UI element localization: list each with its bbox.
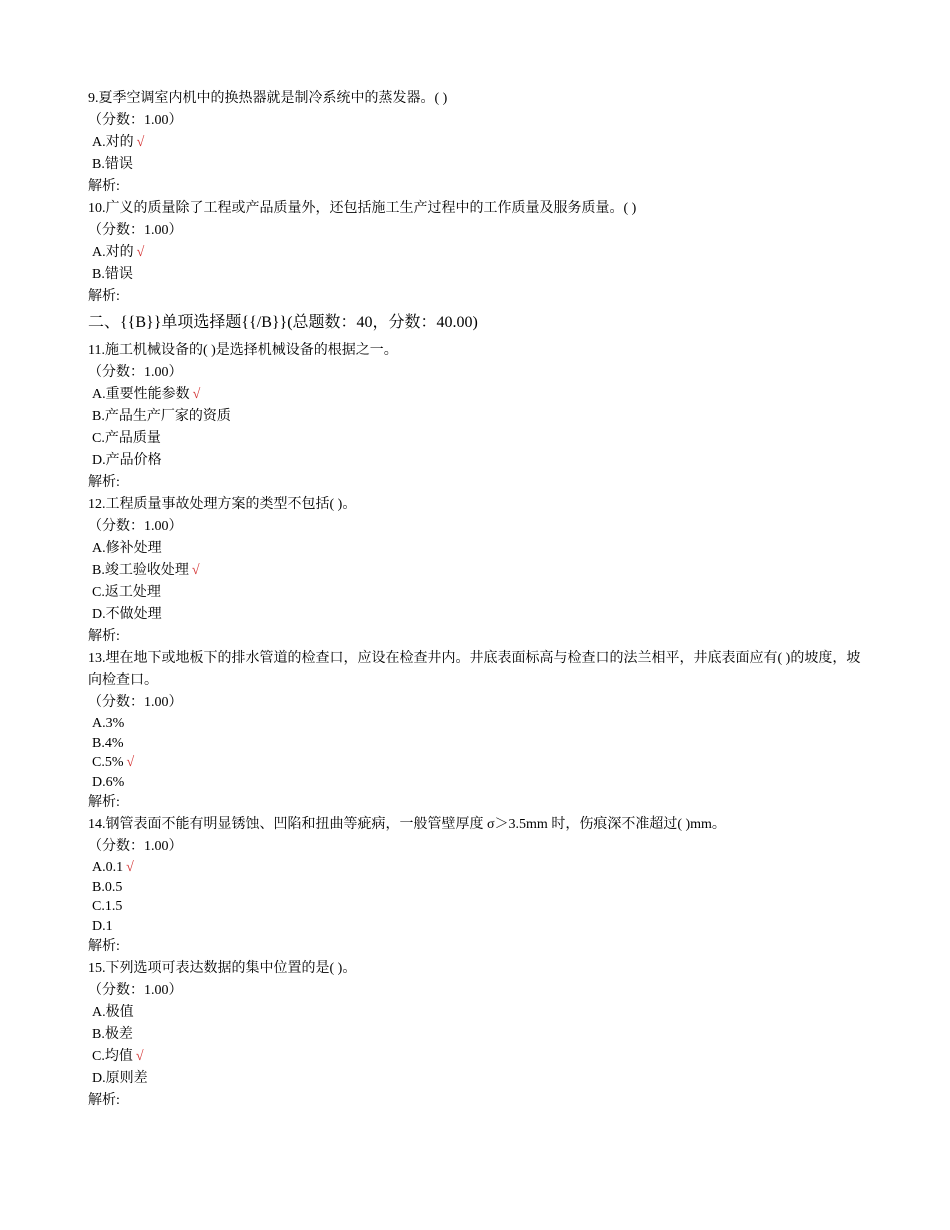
- correct-answer-check-icon: √: [136, 245, 145, 260]
- option-text: D.1: [92, 918, 113, 934]
- question-list-bottom: [88, 340, 868, 1112]
- option-text: A.0.1: [92, 860, 124, 875]
- question-block: [88, 88, 868, 198]
- analysis-label: 解析:: [88, 795, 120, 810]
- answer-option: [88, 878, 868, 898]
- correct-answer-check-icon: √: [191, 563, 200, 578]
- answer-option: [88, 132, 868, 154]
- question-stem: 9.夏季空调室内机中的换热器就是制冷系统中的蒸发器。( ): [88, 91, 448, 106]
- answer-option: [88, 773, 868, 793]
- answer-option: [88, 264, 868, 286]
- question-score: （分数：1.00）: [88, 113, 183, 128]
- question-block: [88, 494, 868, 648]
- correct-answer-check-icon: √: [192, 387, 201, 402]
- option-text: C.1.5: [92, 899, 123, 914]
- question-block: [88, 814, 868, 958]
- option-text: C.返工处理: [92, 585, 161, 600]
- analysis-label: 解析:: [88, 629, 120, 644]
- answer-option: [88, 1024, 868, 1046]
- question-score: （分数：1.00）: [88, 839, 183, 854]
- option-text: A.对的: [92, 245, 134, 260]
- question-stem: 14.钢管表面不能有明显锈蚀、凹陷和扭曲等疵病，一般管壁厚度 σ＞3.5mm 时，伤痕深不准超过( )mm。: [88, 817, 726, 832]
- option-text: B.0.5: [92, 879, 123, 895]
- option-text: D.不做处理: [92, 607, 162, 622]
- analysis-label: 解析:: [88, 1093, 120, 1108]
- answer-option: [88, 538, 868, 560]
- option-text: A.3%: [92, 716, 125, 731]
- option-text: C.产品质量: [92, 431, 161, 446]
- option-text: B.产品生产厂家的资质: [92, 409, 231, 424]
- answer-option: [88, 154, 868, 176]
- option-text: B.极差: [92, 1027, 133, 1042]
- answer-option: [88, 1068, 868, 1090]
- option-text: B.错误: [92, 267, 133, 282]
- document-page: [88, 88, 868, 1112]
- correct-answer-check-icon: √: [135, 1049, 144, 1064]
- answer-option: [88, 242, 868, 264]
- answer-option: [88, 917, 868, 937]
- option-text: D.产品价格: [92, 453, 162, 468]
- answer-option: [88, 428, 868, 450]
- question-stem: 13.埋在地下或地板下的排水管道的检查口，应设在检查井内。井底表面标高与检查口的法兰相平，井底表面应有( )的坡度，坡向检查口。: [88, 651, 861, 688]
- option-text: D.6%: [92, 774, 125, 790]
- option-text: A.重要性能参数: [92, 387, 190, 402]
- analysis-label: 解析:: [88, 289, 120, 304]
- question-stem: 15.下列选项可表达数据的集中位置的是( )。: [88, 961, 357, 976]
- answer-option: [88, 753, 868, 773]
- question-stem: 11.施工机械设备的( )是选择机械设备的根据之一。: [88, 343, 398, 358]
- answer-option: [88, 1046, 868, 1068]
- question-list-top: [88, 88, 868, 308]
- option-text: B.4%: [92, 735, 124, 751]
- option-text: C.5%: [92, 755, 124, 770]
- option-text: A.修补处理: [92, 541, 162, 556]
- answer-option: [88, 384, 868, 406]
- analysis-label: 解析:: [88, 475, 120, 490]
- answer-option: [88, 734, 868, 754]
- answer-option: [88, 897, 868, 917]
- question-block: [88, 958, 868, 1112]
- option-text: B.竣工验收处理: [92, 563, 189, 578]
- question-stem: 12.工程质量事故处理方案的类型不包括( )。: [88, 497, 357, 512]
- answer-option: [88, 582, 868, 604]
- answer-option: [88, 858, 868, 878]
- question-score: （分数：1.00）: [88, 519, 183, 534]
- answer-option: [88, 560, 868, 582]
- question-block: [88, 198, 868, 308]
- option-text: C.均值: [92, 1049, 133, 1064]
- analysis-label: 解析:: [88, 939, 120, 954]
- analysis-label: 解析:: [88, 179, 120, 194]
- answer-option: [88, 714, 868, 734]
- option-text: A.对的: [92, 135, 134, 150]
- answer-option: [88, 450, 868, 472]
- answer-option: [88, 604, 868, 626]
- correct-answer-check-icon: √: [136, 135, 145, 150]
- question-score: （分数：1.00）: [88, 983, 183, 998]
- question-block: [88, 340, 868, 494]
- option-text: A.极值: [92, 1005, 134, 1020]
- correct-answer-check-icon: √: [126, 860, 134, 875]
- option-text: D.原则差: [92, 1071, 148, 1086]
- section-title: 二、{{B}}单项选择题{{/B}}(总题数：40，分数：40.00): [88, 314, 478, 331]
- correct-answer-check-icon: √: [126, 755, 135, 770]
- answer-option: [88, 406, 868, 428]
- question-block: [88, 648, 868, 814]
- option-text: B.错误: [92, 157, 133, 172]
- answer-option: [88, 1002, 868, 1024]
- question-score: （分数：1.00）: [88, 695, 183, 710]
- question-score: （分数：1.00）: [88, 223, 183, 238]
- question-stem: 10.广义的质量除了工程或产品质量外，还包括施工生产过程中的工作质量及服务质量。( ): [88, 201, 637, 216]
- question-score: （分数：1.00）: [88, 365, 183, 380]
